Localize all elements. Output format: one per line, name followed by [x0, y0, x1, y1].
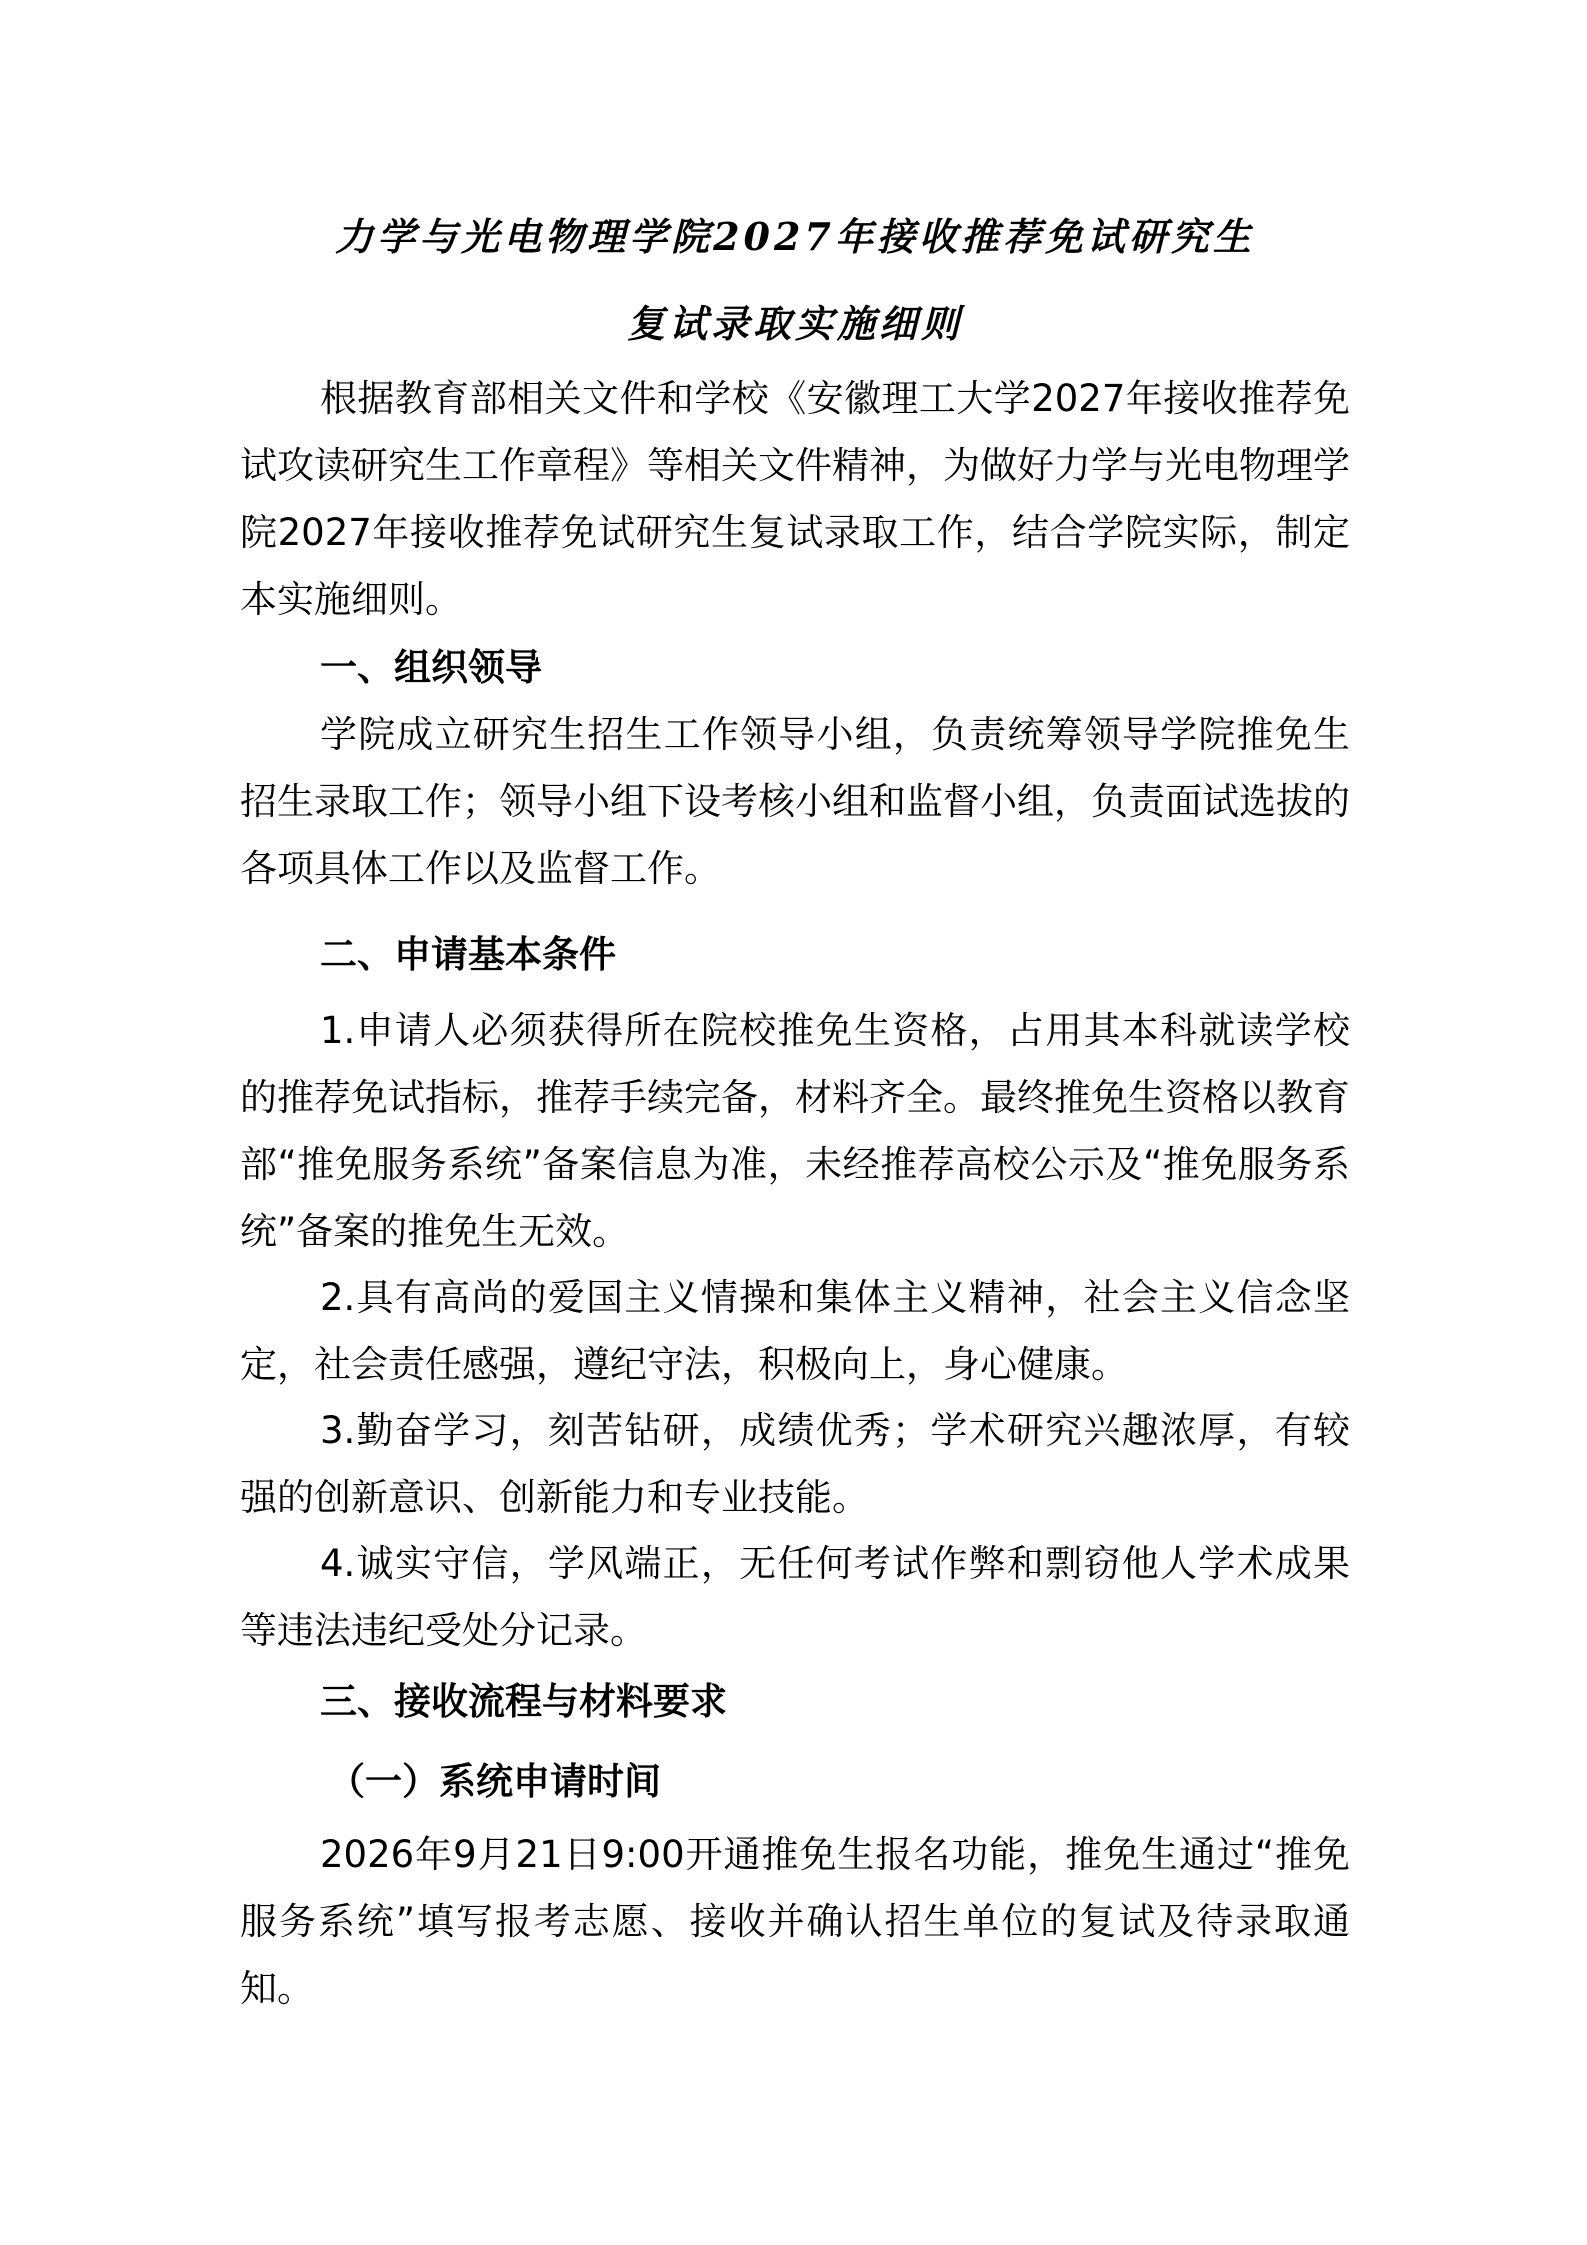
section-1-heading: 一、组织领导: [320, 646, 542, 689]
document-title-line-1: 力学与光电物理学院2027年接收推荐免试研究生: [335, 214, 1255, 259]
condition-item-3: 3.勤奋学习，刻苦钻研，成绩优秀；学术研究兴趣浓厚，有较强的创新意识、创新能力和专业技能。: [240, 1409, 1350, 1519]
section-2-heading: 二、申请基本条件: [320, 933, 616, 976]
document-title-line-2: 复试录取实施细则: [626, 301, 963, 346]
condition-item-4: 4.诚实守信，学风端正，无任何考试作弊和剽窃他人学术成果等违法违纪受处分记录。: [240, 1542, 1350, 1652]
intro-paragraph: 根据教育部相关文件和学校《安徽理工大学2027年接收推荐免试攻读研究生工作章程》等相关文件精神，为做好力学与光电物理学院2027年接收推荐免试研究生复试录取工作，结合学院实际，制定本实施细则。: [240, 377, 1350, 621]
condition-item-2: 2.具有高尚的爱国主义情操和集体主义精神，社会主义信念坚定，社会责任感强，遵纪守法，积极向上，身心健康。: [240, 1276, 1350, 1386]
section-1-body: 学院成立研究生招生工作领导小组，负责统筹领导学院推免生招生录取工作；领导小组下设考核小组和监督小组，负责面试选拔的各项具体工作以及监督工作。: [240, 713, 1350, 890]
section-3-sub-1-heading: （一）系统申请时间: [328, 1760, 661, 1803]
condition-item-1: 1.申请人必须获得所在院校推免生资格，占用其本科就读学校的推荐免试指标，推荐手续完备，材料齐全。最终推免生资格以教育部“推免服务系统”备案信息为准，未经推荐高校公示及“推免服务系统”备案的推免生无效。: [240, 1009, 1350, 1253]
section-3-sub-1-body: 2026年9月21日9:00开通推免生报名功能，推免生通过“推免服务系统”填写报考志愿、接收并确认招生单位的复试及待录取通知。: [240, 1833, 1350, 2010]
section-3-heading: 三、接收流程与材料要求: [320, 1680, 727, 1723]
